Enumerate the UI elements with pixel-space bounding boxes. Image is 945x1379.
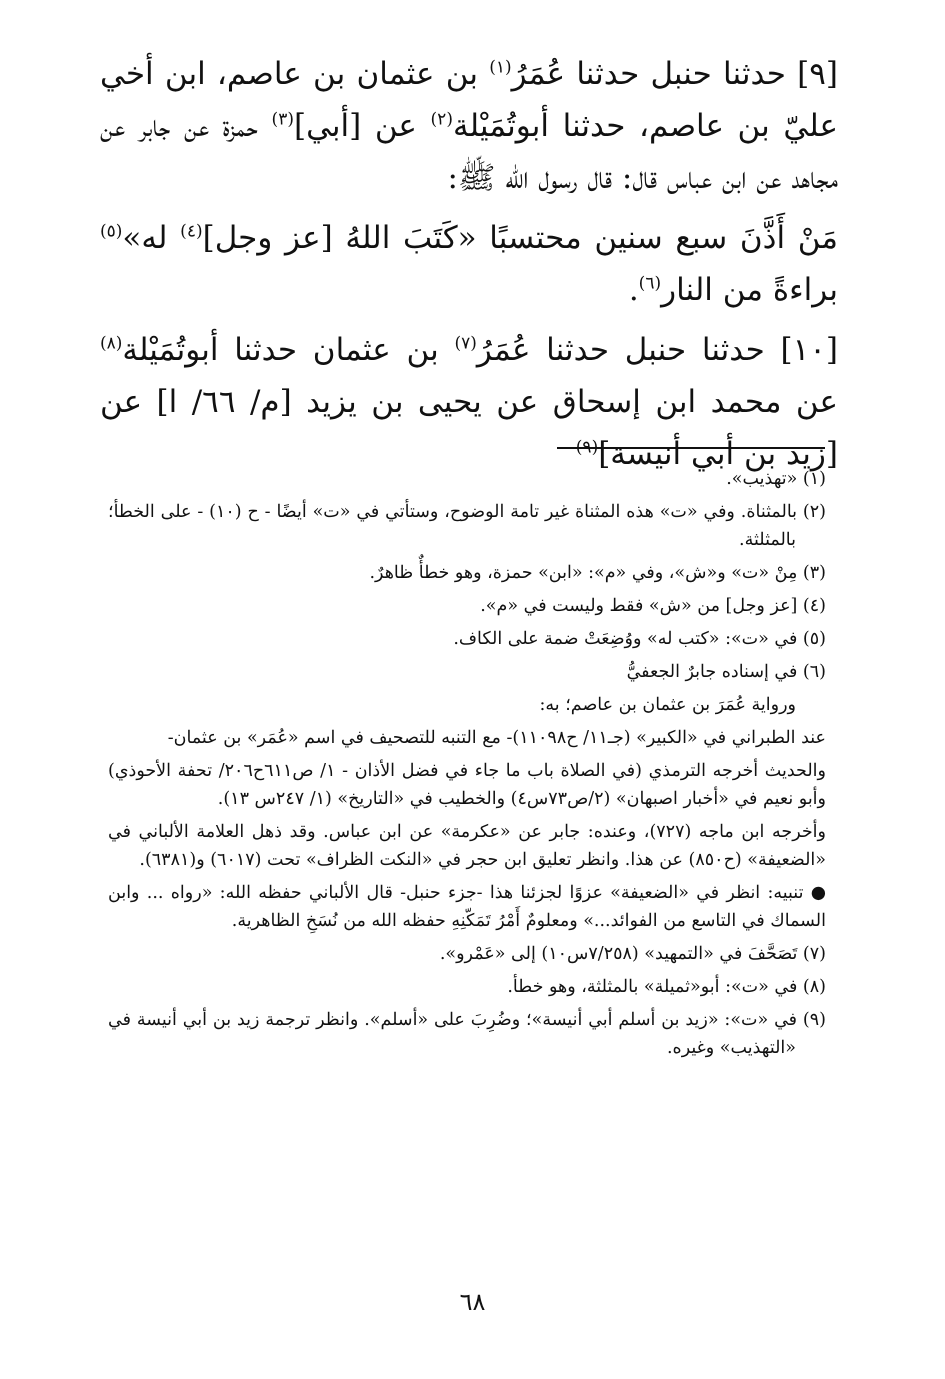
footnote-4: (٤) [عز وجل] من «ش» فقط وليست في «م». — [480, 596, 826, 616]
footnote-6-tabarani: عند الطبراني في «الكبير» (جـ١١/ ح١١٠٩٨)- مع التنبه للتصحيف في اسم «عُمَر» بن عثمان- — [167, 728, 826, 748]
footnote-6: (٦) في إسناده جابرٌ الجعفيُّ — [626, 662, 826, 682]
footnote-ref-2[interactable]: (٢) — [430, 109, 453, 130]
footnote-5: (٥) في «ت»: «كتب له» ووُضِعَتْ ضمة على الكاف. — [453, 629, 826, 649]
text-segment: براءةً من النار — [661, 272, 838, 308]
footnote-6-narration: ورواية عُمَرَ بن عثمان بن عاصم؛ به: — [539, 695, 796, 715]
text-segment: عن [أبي] — [293, 108, 431, 144]
hadith-10-chain — [100, 324, 838, 480]
text-segment: . — [628, 272, 639, 308]
text-segment: بن عثمان حدثنا أبوتُمَيْلة — [122, 332, 455, 368]
footnote-6-ibn-majah: وأخرجه ابن ماجه (٧٢٧)، وعنده: جابر عن «عكرمة» عن ابن عباس. وقد ذهل العلامة الألباني في «الضعيفة» (ح٨٥٠) عن هذا. وانظر تعليق ابن حجر في «النكت الظراف» تحت (٦٠١٧) و(٦٣٨١). — [108, 822, 826, 870]
footnote-ref-3[interactable]: (٣) — [271, 109, 294, 130]
footnote-ref-4[interactable]: (٤) — [180, 221, 203, 242]
page-number: ٦٨ — [459, 1288, 486, 1316]
footnote-ref-5[interactable]: (٥) — [100, 221, 123, 242]
footnote-6-notice: ● تنبيه: انظر في «الضعيفة» عزوًا لجزئنا هذا -جزء حنبل- قال الألباني حفظه الله: «رواه ... وابن السماك في التاسع من الفوائد...» ومعلومٌ أَمْرُ تَمَكّنِهِ حفظه الله من نُسَخِ الظاهرية. — [108, 883, 826, 931]
footnote-ref-1[interactable]: (١) — [489, 57, 512, 78]
footnote-2: (٢) بالمثناة. وفي «ت» هذه المثناة غير تامة الوضوح، وستأتي في «ت» أيضًا - ح (١٠) - على الخطأ؛ بالمثلثة. — [108, 502, 826, 550]
footnote-6-tirmidhi: والحديث أخرجه الترمذي (في الصلاة باب ما جاء في فضل الأذان - ١/ ص٦١١ح٢٠٦/ تحفة الأحوذي) وأبو نعيم في «أخبار اصبهان» (٢/ص٧٣س٤) والخطيب في «التاريخ» (١/ ٢٤٧س ١٣). — [108, 761, 826, 809]
footnote-9: (٩) في «ت»: «زيد بن أسلم أبي أنيسة»؛ وضُرِبَ على «أسلم». وانظر ترجمة زيد بن أبي أنيسة في «التهذيب» وغيره. — [108, 1010, 826, 1058]
footnote-7: (٧) تَصَحَّفَ في «التمهيد» (٧/٢٥٨س١٠) إلى «عَمْرو». — [439, 944, 826, 964]
text-segment: مَنْ أَذَّنَ سبع سنين محتسبًا «كَتَبَ اللهُ [عز وجل] — [202, 220, 838, 256]
text-segment: حمزة عن جابر عن مجاهد عن ابن عباس قال: قال رسول الله ﷺ: — [100, 108, 838, 196]
footnote-ref-9[interactable]: (٩) — [575, 437, 599, 458]
main-text — [100, 48, 838, 488]
hadith-9-text — [100, 212, 838, 316]
hadith-9-chain — [100, 48, 838, 204]
footnote-ref-7[interactable]: (٧) — [454, 333, 477, 354]
footnotes — [108, 465, 826, 1067]
footnote-separator — [557, 447, 825, 449]
footnote-8: (٨) في «ت»: أبو«ثميلة» بالمثلثة، وهو خطأ. — [507, 977, 826, 997]
text-segment: [١٠] حدثنا حنبل حدثنا عُمَرُ — [476, 332, 838, 368]
footnote-ref-6[interactable]: (٦) — [638, 273, 662, 294]
text-segment: عن محمد ابن إسحاق عن يحيى بن يزيد [م/ ٦٦/ ا] عن [زيد بن أبي أنيسة] — [100, 384, 838, 472]
footnote-3: (٣) مِنْ «ت» و«ش»، وفي «م»: «ابن» حمزة، وهو خطأٌ ظاهرٌ. — [369, 563, 826, 583]
text-segment: [٩] حدثنا حنبل حدثنا عُمَرُ — [511, 56, 838, 92]
text-segment: له» — [122, 220, 181, 256]
footnote-1: (١) «تهذيب». — [726, 469, 826, 489]
footnote-ref-8[interactable]: (٨) — [100, 333, 123, 354]
text-segment: بن عثمان بن عاصم، ابن أخي عليّ بن عاصم، حدثنا أبوتُمَيْلة — [100, 56, 838, 144]
